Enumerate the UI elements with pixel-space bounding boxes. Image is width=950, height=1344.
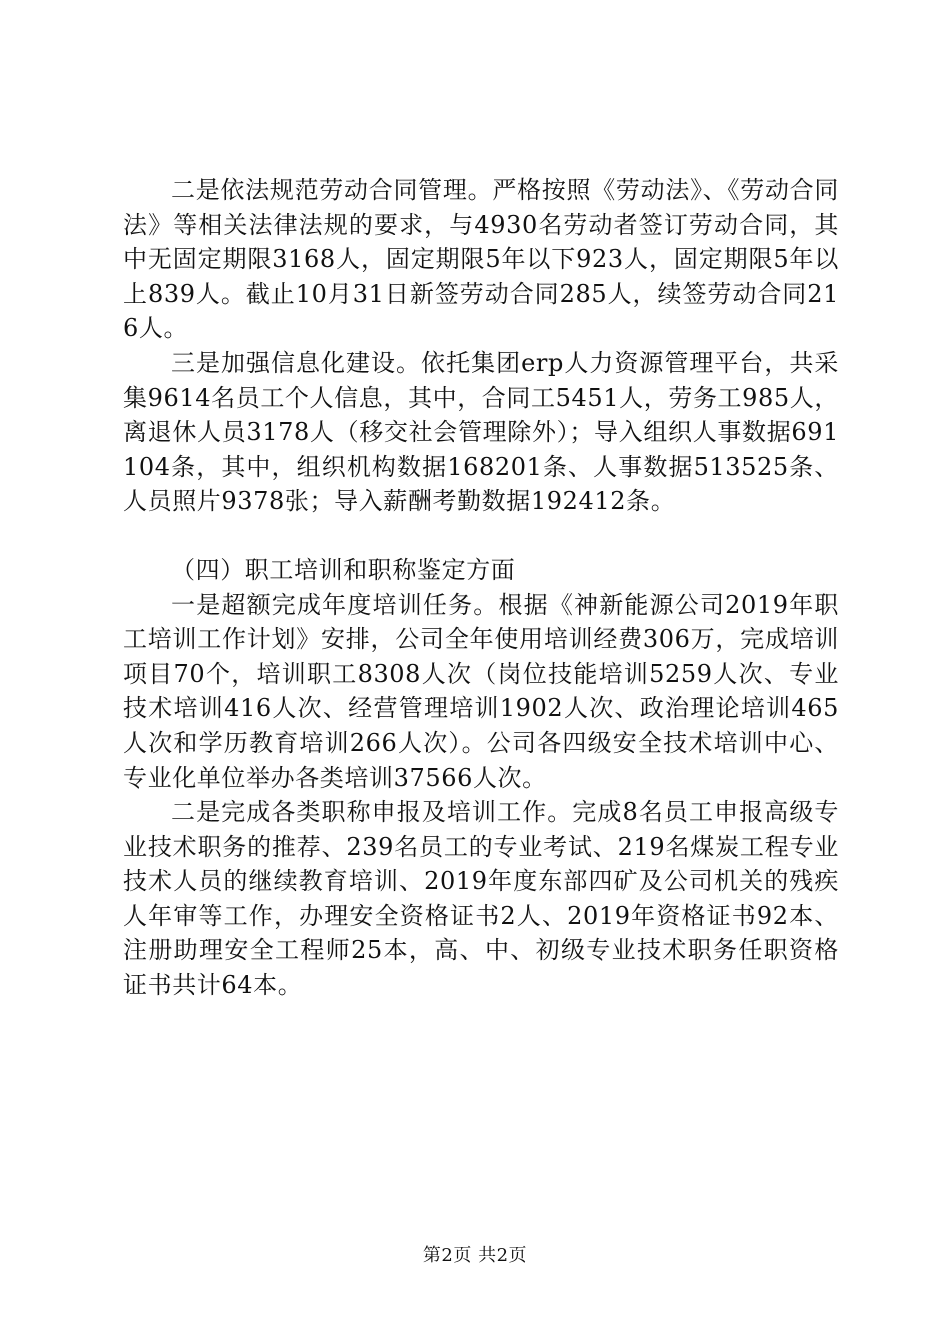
paragraph-training-tasks: 一是超额完成年度培训任务。根据《神新能源公司2019年职工培训工作计划》安排，公司全年使用培训经费306万，完成培训项目70个，培训职工8308人次（岗位技能培训5259人次、专业技术培训416人次、经营管理培训1902人次、政治理论培训465人次和学历教育培训266人次）。公司各四级安全技术培训中心、专业化单位举办各类培训37566人次。 [123, 590, 839, 792]
section-heading: （四）职工培训和职称鉴定方面 [171, 555, 516, 584]
paragraph-information-system: 三是加强信息化建设。依托集团erp人力资源管理平台，共采集9614名员工个人信息，其中，合同工5451人，劳务工985人，离退休人员3178人（移交社会管理除外）；导入组织人事数据691104条，其中，组织机构数据168201条、人事数据513525条、人员照片9378张；导入薪酬考勤数据192412条。 [123, 348, 839, 516]
paragraph-labor-contract: 二是依法规范劳动合同管理。严格按照《劳动法》、《劳动合同法》等相关法律法规的要求，与4930名劳动者签订劳动合同，其中无固定期限3168人，固定期限5年以下923人，固定期限5年以上839人。截止10月31日新签劳动合同285人，续签劳动合同216人。 [123, 176, 839, 343]
document-body [123, 173, 839, 1003]
paragraph-title-applications: 二是完成各类职称申报及培训工作。完成8名员工申报高级专业技术职务的推荐、239名员工的专业考试、219名煤炭工程专业技术人员的继续教育培训、2019年度东部四矿及公司机关的残疾人年审等工作，办理安全资格证书2人、2019年资格证书92本、注册助理安全工程师25本，高、中、初级专业技术职务任职资格证书共计64本。 [123, 798, 839, 1000]
page-footer: 第2页 共2页 [422, 1245, 528, 1266]
